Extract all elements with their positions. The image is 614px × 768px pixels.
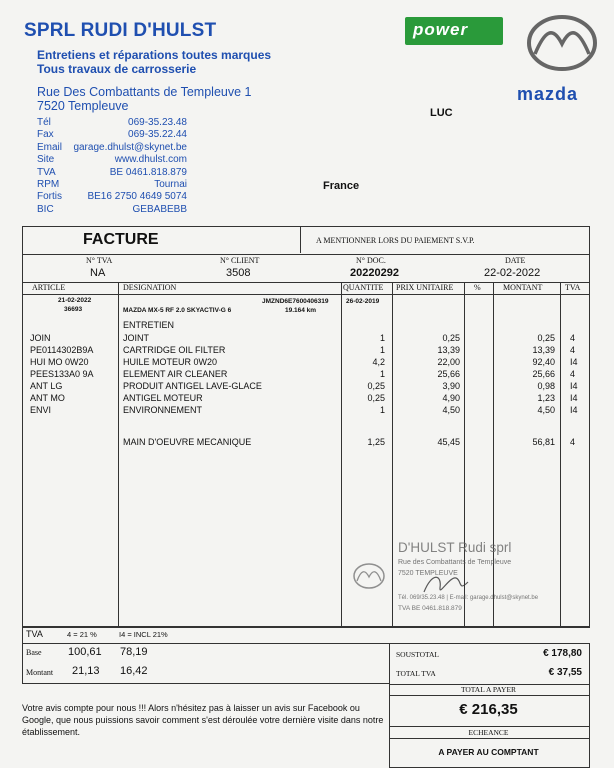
stamp-name: D'HULST Rudi sprl (398, 540, 512, 555)
line-qty: 1 (379, 369, 385, 379)
line-amount: 25,66 (532, 369, 555, 379)
due-label: ECHEANCE (468, 728, 509, 737)
col-percent: % (474, 283, 481, 292)
client-no-label: N° CLIENT (220, 256, 260, 265)
company-contacts (37, 116, 187, 215)
divider (389, 726, 589, 727)
line-tva: 4 (570, 369, 576, 379)
total-vat-value: € 37,55 (548, 667, 582, 678)
order-number: 36693 (64, 306, 83, 313)
power-logo (405, 17, 503, 45)
line-article: HUI MO 0W20 (30, 357, 89, 367)
stamp-street: Rue des Combattants de Templeuve (398, 559, 512, 566)
contact-value: 069-35.23.48 (128, 117, 187, 128)
contact-row (37, 128, 187, 140)
vehicle-reg-date: 26-02-2019 (346, 298, 380, 305)
contact-value: garage.dhulst@skynet.be (73, 141, 187, 153)
divider (389, 738, 589, 739)
contact-row (37, 166, 187, 178)
client-name: LUC (430, 107, 453, 119)
line-price: 4,50 (442, 405, 460, 415)
vehicle-km: 19.164 km (285, 307, 317, 314)
tva-value: NA (90, 267, 106, 279)
line-designation: CARTRIDGE OIL FILTER (123, 345, 226, 355)
vat-rate-1: 4 = 21 % (67, 630, 97, 639)
line-tva: I4 (570, 357, 578, 367)
divider (341, 282, 342, 626)
divider (300, 226, 301, 253)
line-tva: I4 (570, 393, 578, 403)
line-tva: I4 (570, 381, 578, 391)
company-address-city: 7520 Templeuve (37, 99, 129, 113)
client-country: France (323, 180, 360, 192)
line-amount: 1,23 (537, 393, 555, 403)
contact-row (37, 153, 187, 165)
tva-label: N° TVA (86, 256, 113, 265)
contact-value: BE 0461.818.879 (109, 166, 187, 178)
divider (22, 626, 23, 683)
line-designation: ANTIGEL MOTEUR (123, 393, 203, 403)
power-logo-text: power (413, 20, 469, 39)
labour-designation: MAIN D'OEUVRE MECANIQUE (123, 437, 252, 447)
base-label: Base (26, 648, 42, 657)
contact-label: Email (37, 141, 63, 153)
labour-amount: 56,81 (532, 437, 555, 447)
montant-value-1: 21,13 (72, 665, 100, 677)
line-designation: PRODUIT ANTIGEL LAVE-GLACE (123, 381, 262, 391)
contact-label: Fortis (37, 191, 62, 203)
line-tva: 4 (570, 333, 576, 343)
contact-value: BE16 2750 4649 5074 (87, 191, 187, 203)
base-value-2: 78,19 (120, 646, 148, 658)
line-article: PEES133A0 9A (30, 369, 94, 379)
col-article: ARTICLE (32, 283, 66, 292)
invoice-title: FACTURE (83, 231, 159, 248)
total-vat-label: TOTAL TVA (396, 669, 436, 678)
line-qty: 1 (379, 333, 385, 343)
contact-value: 069-35.22.44 (128, 129, 187, 141)
contact-row (37, 141, 187, 153)
contact-label: Tél (37, 117, 51, 128)
payment-mention: A MENTIONNER LORS DU PAIEMENT S.V.P. (316, 236, 475, 245)
company-tagline-2: Tous travaux de carrosserie (37, 62, 197, 76)
line-tva: I4 (570, 405, 578, 415)
subtotal-value: € 178,80 (543, 648, 582, 659)
line-article: ANT LG (30, 381, 63, 391)
divider (560, 282, 561, 626)
line-article: PE0114302B9A (30, 345, 94, 355)
stamp-contact: Tél. 069/35.23.48 | E-mail: garage.dhulst@skynet.be (398, 595, 539, 601)
line-article: ANT MO (30, 393, 65, 403)
line-designation: ELEMENT AIR CLEANER (123, 369, 228, 379)
col-designation: DESIGNATION (123, 283, 177, 292)
montant-value-2: 16,42 (120, 665, 148, 677)
stamp-city: 7520 TEMPLEUVE (398, 570, 458, 577)
line-qty: 4,2 (372, 357, 385, 367)
payment-terms: A PAYER AU COMPTANT (438, 747, 539, 757)
contact-label: TVA (37, 166, 56, 178)
montant-label: Montant (26, 668, 54, 677)
labour-price: 45,45 (437, 437, 460, 447)
mazda-logo-icon (527, 14, 597, 72)
divider (22, 683, 389, 684)
signature-icon (422, 570, 472, 598)
divider (389, 695, 589, 696)
line-designation: ENVIRONNEMENT (123, 405, 203, 415)
line-price: 3,90 (442, 381, 460, 391)
total-value: € 216,35 (459, 701, 518, 718)
contact-label: BIC (37, 203, 54, 215)
line-price: 22,00 (437, 357, 460, 367)
contact-label: RPM (37, 178, 60, 190)
contact-label: Site (37, 154, 55, 166)
line-price: 4,90 (442, 393, 460, 403)
total-label: TOTAL A PAYER (460, 685, 517, 694)
col-amount: MONTANT (503, 283, 543, 292)
divider (118, 282, 119, 626)
line-designation: JOINT (123, 333, 149, 343)
col-unit-price: PRIX UNITAIRE (396, 283, 454, 292)
divider (22, 643, 389, 644)
line-tva: 4 (570, 345, 576, 355)
contact-value: GEBABEBB (132, 203, 187, 215)
contact-row (37, 178, 187, 190)
contact-label: Fax (37, 129, 54, 141)
base-value-1: 100,61 (68, 646, 102, 658)
line-qty: 0,25 (367, 393, 385, 403)
line-amount: 92,40 (532, 357, 555, 367)
stamp-mazda-icon (352, 562, 386, 590)
line-amount: 13,39 (532, 345, 555, 355)
labour-qty: 1,25 (367, 437, 385, 447)
date-label: DATE (505, 256, 526, 265)
line-qty: 0,25 (367, 381, 385, 391)
line-qty: 1 (379, 405, 385, 415)
contact-row (37, 116, 187, 128)
line-price: 0,25 (442, 333, 460, 343)
company-name: SPRL RUDI D'HULST (24, 20, 217, 41)
line-article: JOIN (30, 333, 51, 343)
doc-no-value: 20220292 (350, 267, 399, 279)
contact-row (37, 190, 187, 202)
labour-tva: 4 (570, 437, 576, 447)
line-price: 25,66 (437, 369, 460, 379)
vehicle-chassis: JMZND6E7600406319 (262, 298, 329, 305)
doc-no-label: N° DOC. (356, 256, 386, 265)
company-tagline-1: Entretiens et réparations toutes marques (37, 48, 272, 62)
order-date: 21-02-2022 (58, 297, 92, 304)
line-amount: 4,50 (537, 405, 555, 415)
vat-summary-label: TVA (26, 629, 43, 639)
contact-value: www.dhulst.com (114, 154, 187, 166)
footer-note: Votre avis compte pour nous !!! Alors n'hésitez pas à laisser un avis sur Facebook ou Google, que nous puissions savoir comment s'est déroulée votre dernière visite dans notre établissement. (22, 703, 384, 737)
line-price: 13,39 (437, 345, 460, 355)
mazda-wordmark: mazda (517, 84, 579, 104)
line-designation: HUILE MOTEUR 0W20 (123, 357, 218, 367)
line-amount: 0,98 (537, 381, 555, 391)
company-address-street: Rue Des Combattants de Templeuve 1 (37, 85, 252, 99)
contact-value: Tournai (154, 178, 187, 190)
divider (22, 294, 589, 295)
section-title: ENTRETIEN (123, 320, 175, 330)
col-tva: TVA (565, 283, 581, 292)
vat-rate-2: I4 = INCL 21% (119, 630, 168, 639)
line-amount: 0,25 (537, 333, 555, 343)
line-article: ENVI (30, 405, 52, 415)
vehicle-model: MAZDA MX-5 RF 2.0 SKYACTIV-G 6 (123, 307, 232, 314)
subtotal-label: SOUSTOTAL (396, 650, 440, 659)
client-no-value: 3508 (226, 267, 251, 279)
line-qty: 1 (379, 345, 385, 355)
company-stamp (392, 540, 560, 614)
date-value: 22-02-2022 (484, 267, 541, 279)
stamp-vat: TVA BE 0461.818.879 (398, 605, 462, 612)
contact-row (37, 203, 187, 215)
divider (22, 626, 589, 627)
col-quantity: QUANTITE (343, 283, 384, 292)
